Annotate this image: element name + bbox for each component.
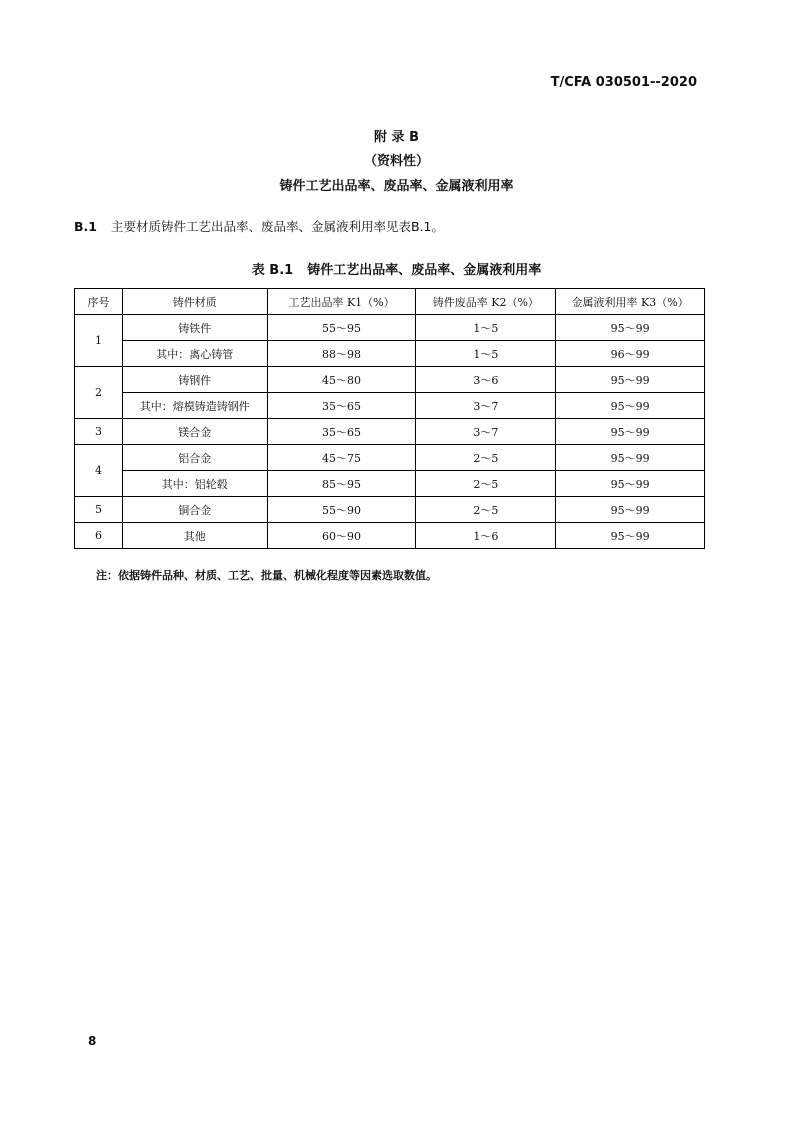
k2-cell: 1～5: [416, 341, 556, 367]
rates-table: [74, 288, 705, 549]
k2-cell: 3～7: [416, 419, 556, 445]
k3-cell: 95～99: [556, 523, 705, 549]
table-row: [75, 419, 705, 445]
k3-cell: 95～99: [556, 315, 705, 341]
material-cell: 铜合金: [122, 497, 267, 523]
k1-cell: 35～65: [267, 419, 416, 445]
table-row: [75, 471, 705, 497]
table-row: [75, 341, 705, 367]
k3-cell: 95～99: [556, 393, 705, 419]
header-k2: 铸件废品率 K2（%）: [416, 289, 556, 315]
k3-cell: 95～99: [556, 471, 705, 497]
material-cell: 铝合金: [122, 445, 267, 471]
k1-cell: 45～75: [267, 445, 416, 471]
k1-cell: 60～90: [267, 523, 416, 549]
k2-cell: 2～5: [416, 471, 556, 497]
k1-cell: 35～65: [267, 393, 416, 419]
document-code: T/CFA 030501--2020: [550, 75, 697, 90]
seq-cell: 5: [75, 497, 123, 523]
header-seq: 序号: [75, 289, 123, 315]
material-cell: 铸钢件: [122, 367, 267, 393]
material-cell: 其中：熔模铸造铸钢件: [122, 393, 267, 419]
k3-cell: 95～99: [556, 497, 705, 523]
material-cell: 镁合金: [122, 419, 267, 445]
k2-cell: 2～5: [416, 445, 556, 471]
appendix-nature: （资料性）: [363, 154, 429, 169]
k3-cell: 95～99: [556, 445, 705, 471]
page-number: 8: [88, 1034, 97, 1048]
header-k3: 金属液利用率 K3（%）: [556, 289, 705, 315]
k1-cell: 55～90: [267, 497, 416, 523]
table-caption-text: 铸件工艺出品率、废品率、金属液利用率: [307, 263, 542, 278]
k1-cell: 88～98: [267, 341, 416, 367]
material-cell: 其中：铝轮毂: [122, 471, 267, 497]
table-note: 注：依据铸件品种、材质、工艺、批量、机械化程度等因素选取数值。: [96, 569, 437, 582]
k2-cell: 3～7: [416, 393, 556, 419]
table-row: [75, 315, 705, 341]
clause-number: B.1: [74, 219, 97, 234]
table-row: [75, 523, 705, 549]
k2-cell: 3～6: [416, 367, 556, 393]
k1-cell: 45～80: [267, 367, 416, 393]
k1-cell: 55～95: [267, 315, 416, 341]
seq-cell: 3: [75, 419, 123, 445]
k3-cell: 95～99: [556, 419, 705, 445]
seq-cell: 4: [75, 445, 123, 497]
header-k1: 工艺出品率 K1（%）: [267, 289, 416, 315]
k1-cell: 85～95: [267, 471, 416, 497]
table-header-row: [75, 289, 705, 315]
appendix-title: 附 录 B: [374, 130, 419, 145]
table-row: [75, 393, 705, 419]
k2-cell: 2～5: [416, 497, 556, 523]
table-row: [75, 497, 705, 523]
material-cell: 其中：离心铸管: [122, 341, 267, 367]
table-row: [75, 445, 705, 471]
appendix-subject: 铸件工艺出品率、废品率、金属液利用率: [279, 179, 514, 194]
material-cell: 其他: [122, 523, 267, 549]
seq-cell: 2: [75, 367, 123, 419]
k2-cell: 1～6: [416, 523, 556, 549]
seq-cell: 6: [75, 523, 123, 549]
k3-cell: 95～99: [556, 367, 705, 393]
table-row: [75, 367, 705, 393]
table-caption: [0, 259, 793, 278]
clause-text: 主要材质铸件工艺出品率、废品率、金属液利用率见表B.1。: [110, 219, 444, 234]
material-cell: 铸铁件: [122, 315, 267, 341]
clause-b1: [74, 217, 444, 235]
k2-cell: 1～5: [416, 315, 556, 341]
table-caption-number: 表 B.1: [251, 263, 294, 278]
seq-cell: 1: [75, 315, 123, 367]
header-material: 铸件材质: [122, 289, 267, 315]
k3-cell: 96～99: [556, 341, 705, 367]
